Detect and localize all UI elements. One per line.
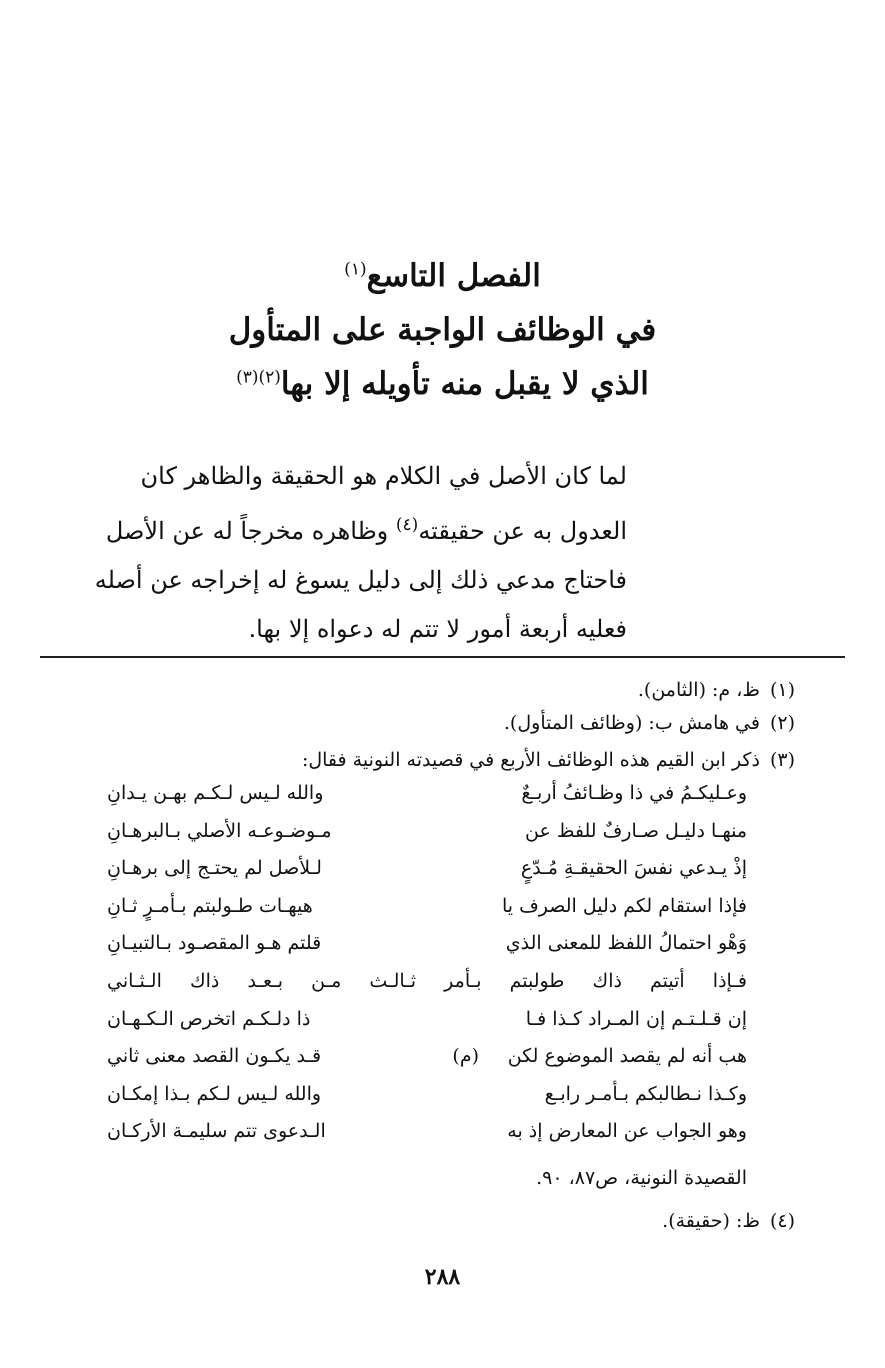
footnote-text: ظ: (حقيقة). xyxy=(662,1210,760,1232)
poem-source-citation: القصيدة النونية، ص٨٧، ٩٠. xyxy=(536,1167,747,1189)
poem-hemistich-first: إذْ يـدعي نفسَ الحقيقـةِ مُـدّعٍ xyxy=(520,857,747,880)
poem-hemistich-first: وهو الجواب عن المعارض إذ به xyxy=(507,1120,747,1143)
chapter-subtitle-line-2-text: الذي لا يقبل منه تأويله إلا بها xyxy=(280,366,649,402)
body-line-4: فعليه أربعة أمور لا تتم له دعواه إلا بها. xyxy=(248,615,627,643)
poem-line xyxy=(107,970,747,1008)
poem-line xyxy=(107,1045,747,1083)
poem-hemistich-second: الـدعوى تتم سليمـة الأركـان xyxy=(107,1120,326,1143)
body-line-3: فاحتاج مدعي ذلك إلى دليل يسوغ له إخراجه عن أصله xyxy=(94,566,627,594)
body-line-2-text: العدول به عن حقيقته xyxy=(418,517,627,545)
footnote-number: (٤) xyxy=(769,1210,795,1232)
footnote-2 xyxy=(504,708,795,738)
body-text xyxy=(37,452,627,654)
footnote-3 xyxy=(302,745,795,775)
poem-line xyxy=(107,895,747,933)
poem-hemistich-second: والله لـيس لـكـم بهـن يـدانِ xyxy=(107,782,324,804)
poem-hemistich-first: منهـا دليـل صـارفٌ للفظ عن xyxy=(524,819,747,842)
poem-full-line: فـإذا أتيتم ذاك طولبتم بـأمر ثـالـث مـن بـعـد ذاك الـثـاني xyxy=(107,969,747,992)
footnote-text: ظ، م: (الثامن). xyxy=(637,679,760,701)
footnote-ref-2-3: (٢)(٣) xyxy=(236,367,281,388)
poem-line xyxy=(107,932,747,970)
footnote-4 xyxy=(662,1206,795,1236)
footnote-number: (٢) xyxy=(769,712,795,734)
poem-hemistich-first: وكـذا نـطالبكم بـأمـر رابـع xyxy=(544,1082,747,1105)
poem-hemistich-first: وعـليكـمُ في ذا وظـائفُ أربـعٌ xyxy=(521,782,747,804)
footnote-divider xyxy=(40,656,845,658)
footnote-number: (١) xyxy=(769,679,795,701)
footnote-number: (٣) xyxy=(769,749,795,771)
poem-quotation xyxy=(107,782,747,1158)
poem-line xyxy=(107,857,747,895)
poem-hemistich-second: قلتم هـو المقصـود بـالتبيـانِ xyxy=(107,932,322,955)
footnote-ref-1: (١) xyxy=(344,259,367,280)
poem-hemistich-second: قـد يكـون القصد معنى ثاني xyxy=(107,1045,322,1068)
poem-hemistich-first: وَهْو احتمالُ اللفظ للمعنى الذي xyxy=(505,932,747,955)
poem-line xyxy=(107,820,747,858)
poem-hemistich-second: والله لـيس لـكم بـذا إمكـان xyxy=(107,1082,322,1105)
poem-hemistich-second: مـوضـوعـه الأصلي بـالبرهـانِ xyxy=(107,819,332,842)
poem-line xyxy=(107,1083,747,1121)
poem-hemistich-first: إن قـلـتـم إن المـراد كـذا فـا xyxy=(525,1007,747,1030)
body-line-2 xyxy=(37,501,627,556)
body-line-2-rest: وظاهره مخرجاً له عن الأصل xyxy=(105,517,396,545)
chapter-title-text: الفصل التاسع xyxy=(366,258,541,294)
poem-hemistich-second: لـلأصل لم يحتـج إلى برهـانِ xyxy=(107,857,322,880)
manuscript-mark: (م) xyxy=(452,1045,479,1068)
chapter-subtitle-line-2 xyxy=(0,366,885,402)
poem-hemistich-second: ذا دلـكـم اتخرص الـكـهـان xyxy=(107,1007,311,1030)
chapter-subtitle-line-1: في الوظائف الواجبة على المتأول xyxy=(228,312,657,348)
footnote-ref-4: (٤) xyxy=(395,515,419,535)
poem-hemistich-first: هب أنه لم يقصد الموضوع لكن xyxy=(507,1045,747,1068)
poem-line xyxy=(107,1008,747,1046)
chapter-title xyxy=(0,258,885,294)
body-line-1: لما كان الأصل في الكلام هو الحقيقة والظاهر كان xyxy=(140,462,627,490)
poem-hemistich-first: فإذا استقام لكم دليل الصرف يا xyxy=(501,894,747,917)
poem-hemistich-second: هيهـات طـولبتم بـأمـرٍ ثـانِ xyxy=(107,894,313,917)
poem-line xyxy=(107,782,747,820)
footnote-text: في هامش ب: (وظائف المتأول). xyxy=(503,712,760,734)
footnote-text: ذكر ابن القيم هذه الوظائف الأربع في قصيدته النونية فقال: xyxy=(301,749,760,771)
poem-line xyxy=(107,1120,747,1158)
footnote-1 xyxy=(638,675,795,705)
page-number: ٢٨٨ xyxy=(424,1264,461,1290)
